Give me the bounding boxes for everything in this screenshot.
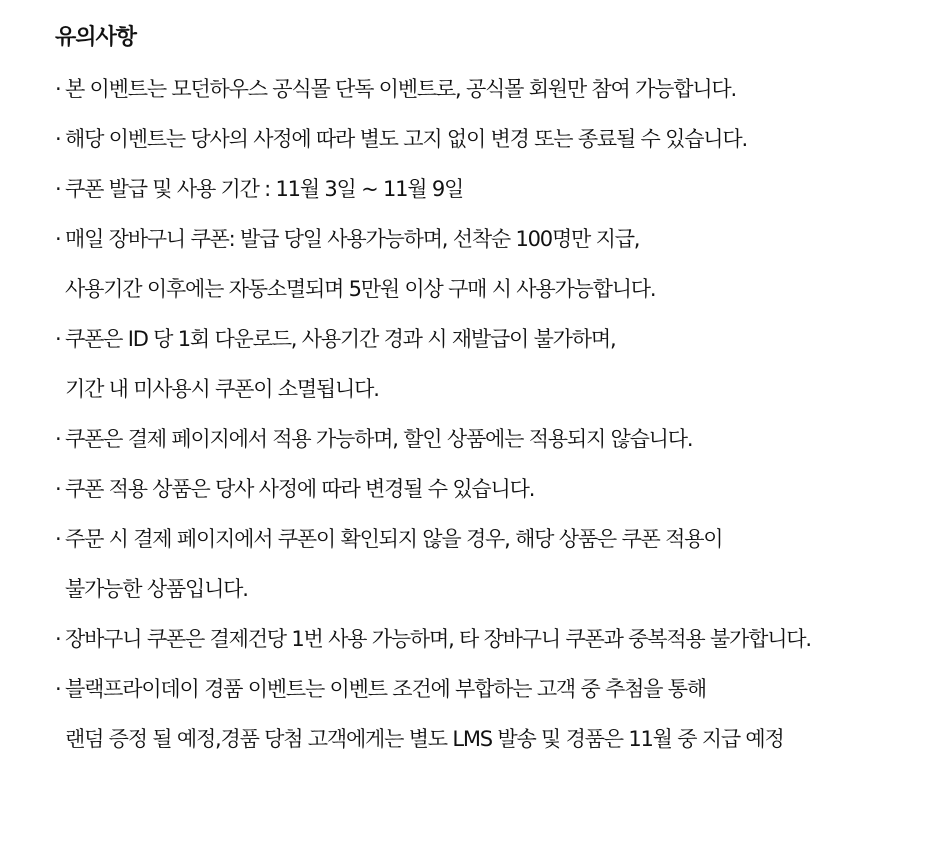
bullet-marker: · (55, 227, 62, 251)
bullet-marker: · (55, 427, 62, 451)
notice-item-text: 주문 시 결제 페이지에서 쿠폰이 확인되지 않을 경우, 해당 상품은 쿠폰 적용이 (65, 527, 723, 551)
notice-item-text: 해당 이벤트는 당사의 사정에 따라 별도 고지 없이 변경 또는 종료될 수 있습니다. (65, 127, 747, 151)
notice-item-text: 장바구니 쿠폰은 결제건당 1번 사용 가능하며, 타 장바구니 쿠폰과 중복적용 불가합니다. (65, 627, 811, 651)
notice-item (55, 414, 950, 464)
notice-list (55, 64, 950, 764)
bullet-marker: · (55, 77, 62, 101)
notice-title: 유의사항 (55, 25, 137, 50)
notice-item (55, 314, 950, 414)
notice-item (55, 614, 950, 664)
notice-item-text: 불가능한 상품입니다. (65, 577, 248, 601)
bullet-marker: · (55, 327, 62, 351)
bullet-marker: · (55, 527, 62, 551)
notice-item (55, 214, 950, 314)
notice-item (55, 664, 950, 764)
notice-item-text: 사용기간 이후에는 자동소멸되며 5만원 이상 구매 시 사용가능합니다. (65, 277, 656, 301)
notice-item-text: 매일 장바구니 쿠폰: 발급 당일 사용가능하며, 선착순 100명만 지급, (65, 227, 640, 251)
bullet-marker: · (55, 627, 62, 651)
notice-item (55, 114, 950, 164)
notice-item (55, 514, 950, 614)
notice-item-text: 쿠폰은 ID 당 1회 다운로드, 사용기간 경과 시 재발급이 불가하며, (65, 327, 616, 351)
notice-item-text: 쿠폰 발급 및 사용 기간 : 11월 3일 ~ 11월 9일 (65, 177, 464, 201)
notice-item-text: 쿠폰 적용 상품은 당사 사정에 따라 변경될 수 있습니다. (65, 477, 535, 501)
notice-item-text: 본 이벤트는 모던하우스 공식몰 단독 이벤트로, 공식몰 회원만 참여 가능합니다. (65, 77, 736, 101)
notice-item (55, 64, 950, 114)
notice-item-text: 기간 내 미사용시 쿠폰이 소멸됩니다. (65, 377, 379, 401)
notice-item (55, 164, 950, 214)
notice-item-text: 쿠폰은 결제 페이지에서 적용 가능하며, 할인 상품에는 적용되지 않습니다. (65, 427, 693, 451)
bullet-marker: · (55, 127, 62, 151)
notice-item-text: 랜덤 증정 될 예정,경품 당첨 고객에게는 별도 LMS 발송 및 경품은 11월 중 지급 예정 (65, 727, 784, 751)
notice-item (55, 464, 950, 514)
bullet-marker: · (55, 177, 62, 201)
bullet-marker: · (55, 477, 62, 501)
notice-item-text: 블랙프라이데이 경품 이벤트는 이벤트 조건에 부합하는 고객 중 추첨을 통해 (65, 677, 706, 701)
bullet-marker: · (55, 677, 62, 701)
